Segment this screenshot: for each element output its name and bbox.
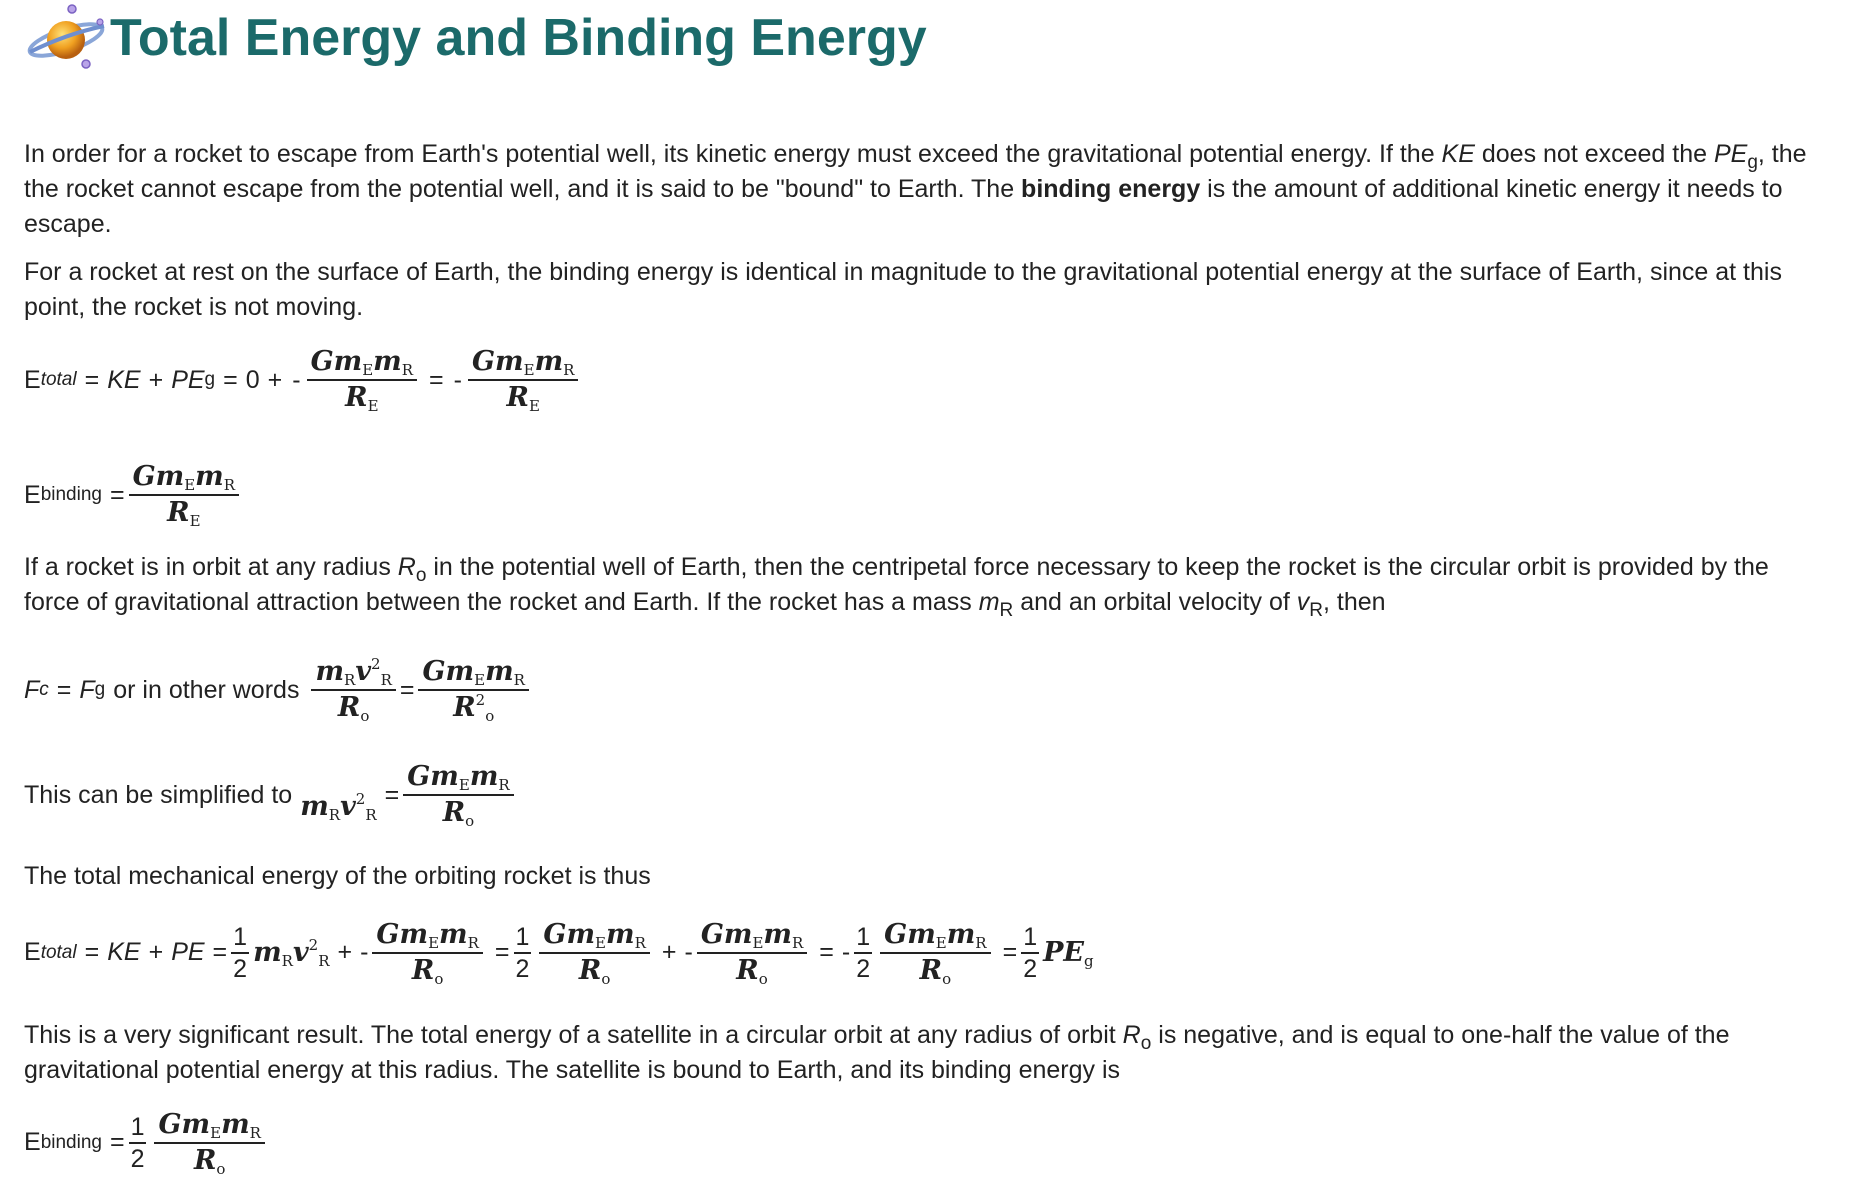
sub-o: o <box>360 707 370 725</box>
minus: - <box>453 365 462 394</box>
binding-energy-term: binding energy <box>1021 175 1201 203</box>
minus: - <box>360 938 369 966</box>
paragraph-rest: For a rocket at rest on the surface of Earth, the binding energy is identical in magnitude to the gravitational potential energy at the surface of Earth, since at this point, the rocket is not moving. <box>24 258 1782 321</box>
r: R <box>578 954 602 986</box>
sup-2: 2 <box>475 691 486 709</box>
equals: = <box>84 365 100 394</box>
num-one: 1 <box>514 922 532 954</box>
num-one: 1 <box>1021 922 1039 954</box>
or-in-other-words: or in other words <box>113 675 300 704</box>
e-symbol: E <box>24 480 41 509</box>
fraction-gm-over-ro <box>880 918 990 988</box>
plus: + <box>148 365 164 394</box>
peg-term <box>1043 935 1094 970</box>
sub-r: R <box>328 805 341 824</box>
den-two: 2 <box>856 954 871 983</box>
equation-total-energy-orbit: E total = KE + PE = $\frac{1}{2}$ mRv$^2$R + - $\frac{\text{GmEmR}}{Ro}$ = $\frac{1}{2}$ $\frac{\text{GmEmR}}{Ro}$ + - $\frac{\text{GmEmR}}{Ro}$ = - $\frac{1}{2}$ $\frac{\text{GmEmR}}{Ro}$ = $\frac{1}{2}$ PEg <box>24 918 1094 988</box>
sub-e: E <box>474 671 486 689</box>
m-subscript: R <box>999 600 1014 621</box>
text: is the amount of additional kinetic energy it needs to escape. <box>24 175 1783 238</box>
text: If a rocket is in orbit at any radius <box>24 553 398 581</box>
m: m <box>723 918 753 950</box>
sub-r: R <box>498 776 510 794</box>
v: v <box>292 937 309 968</box>
equation-total-energy-rest: E total = KE + PE g = 0 + - $\frac{\text{GmEmR}}{RE}$ = - $\frac{\text{GmEmR}}{RE}$ <box>24 335 582 425</box>
sub-r: R <box>318 952 330 970</box>
sub-e: E <box>189 512 201 530</box>
text: in the potential well of Earth, then the centripetal force necessary to keep the rocket is the circular orbit is provided by the force of gravitational attraction between the rocket and Earth. If the rocket has a mass <box>24 553 1769 616</box>
g-const: G <box>471 346 496 377</box>
r: R <box>167 497 190 528</box>
r: R <box>442 797 466 828</box>
sub-o: o <box>485 707 495 725</box>
m-symbol: m <box>978 588 1000 616</box>
text: This is a very significant result. The total energy of a satellite in a circular orbit at any radius of orbit <box>24 1021 1123 1049</box>
den-two: 2 <box>515 954 530 983</box>
m: m <box>606 918 635 950</box>
r: R <box>919 954 943 986</box>
fraction-one-half <box>514 922 532 984</box>
sub-r: R <box>975 933 987 952</box>
equals: = <box>84 938 100 966</box>
num-one: 1 <box>231 922 249 954</box>
text: In order for a rocket to escape from Earth's potential well, its kinetic energy must exceed the gravitational potential energy. If the <box>24 140 1442 168</box>
num-one: 1 <box>854 922 872 954</box>
equals: = <box>109 1128 125 1156</box>
fraction-gm-over-ro <box>403 760 513 830</box>
sub-e: E <box>184 476 196 494</box>
equals: = <box>109 480 125 509</box>
minus: - <box>841 938 851 966</box>
m: m <box>181 1108 211 1140</box>
sub-e: E <box>595 933 606 952</box>
sub-o: o <box>601 969 611 988</box>
sup-2: 2 <box>355 789 366 808</box>
sub-r: R <box>634 933 646 952</box>
sub-r: R <box>563 361 575 379</box>
m: m <box>469 761 499 792</box>
m: m <box>430 761 459 792</box>
equals: = <box>819 938 834 966</box>
sub-r: R <box>249 1123 261 1142</box>
mv2-term <box>300 789 376 824</box>
fraction-gm-over-re <box>468 345 578 415</box>
m: m <box>399 918 429 950</box>
m: m <box>534 346 564 377</box>
sub-r: R <box>365 805 377 824</box>
r: R <box>736 954 759 986</box>
sub-o: o <box>465 812 475 830</box>
equation-simplified <box>24 750 518 840</box>
m: m <box>566 918 596 950</box>
r: R <box>411 954 435 986</box>
m: m <box>315 656 345 687</box>
num-one: 1 <box>129 1112 147 1144</box>
fraction-gm-over-ro <box>697 918 807 988</box>
paragraph-escape <box>24 137 1829 242</box>
r-symbol: R <box>1122 1021 1141 1049</box>
text: does not exceed the <box>1474 140 1714 168</box>
sub-o: o <box>216 1159 226 1178</box>
m: m <box>485 656 514 687</box>
den-two: 2 <box>130 1144 145 1173</box>
fraction-one-half <box>129 1112 147 1174</box>
equals: = <box>384 780 400 809</box>
r: R <box>345 382 368 413</box>
text: is negative, and is equal to one-half the value of the gravitational potential energy at this radius. The satellite is bound to Earth, and its binding energy is <box>24 1021 1730 1084</box>
pe-subscript: g <box>1747 152 1758 173</box>
paragraph-significant-result <box>24 1018 1829 1088</box>
m: m <box>445 656 475 687</box>
m: m <box>763 918 792 950</box>
plus: + <box>337 938 353 966</box>
r-subscript: o <box>1140 1033 1152 1054</box>
pe-symbol: PE <box>171 938 205 966</box>
sub-e: E <box>523 361 535 379</box>
g-const: G <box>158 1108 182 1140</box>
g-const: G <box>422 656 446 687</box>
planet-logo-icon <box>24 2 108 70</box>
r: R <box>506 382 529 413</box>
minus: - <box>292 365 301 394</box>
r-subscript: o <box>415 565 427 586</box>
pe: PE <box>1043 937 1084 968</box>
sub-o: o <box>758 969 768 988</box>
equation-centripetal: F c = F g or in other words $\frac{mRv^2R}{Ro}$ = $\frac{\text{GmEmR}}{R^2o}$ <box>24 645 533 735</box>
equals: = <box>494 938 510 966</box>
e-symbol: E <box>24 1128 41 1156</box>
text: and an orbital velocity of <box>1013 588 1297 616</box>
v: v <box>355 656 372 687</box>
sup-2: 2 <box>308 936 319 954</box>
fraction-one-half <box>231 922 249 984</box>
sub-e: E <box>428 933 440 952</box>
sub-r: R <box>281 952 293 970</box>
sub-e: E <box>935 933 947 952</box>
r: R <box>193 1144 217 1176</box>
paragraph-total-mechanical: The total mechanical energy of the orbiting rocket is thus <box>24 862 651 890</box>
equals: = <box>399 675 415 704</box>
m: m <box>439 918 468 950</box>
fraction-one-half <box>854 922 872 984</box>
text: , then <box>1322 588 1386 616</box>
page-title: Total Energy and Binding Energy <box>110 9 927 67</box>
fraction-mv2-over-ro <box>311 655 395 725</box>
sub-r: R <box>344 671 356 689</box>
r-symbol: R <box>397 553 416 581</box>
m: m <box>253 937 282 968</box>
sub-g: g <box>1084 952 1094 970</box>
sub-o: o <box>942 969 952 988</box>
sub-e: E <box>362 361 374 379</box>
sub-r: R <box>791 933 804 952</box>
r: R <box>453 692 476 723</box>
fraction-one-half <box>1021 922 1039 984</box>
sub-e: E <box>458 776 470 794</box>
equation-binding-energy-orbit: E binding = $\frac{1}{2}$ $\frac{\text{GmEmR}}{Ro}$ <box>24 1105 269 1180</box>
m: m <box>333 346 363 377</box>
g-const: G <box>310 346 334 377</box>
equals: = <box>56 675 72 704</box>
pe-symbol: PE <box>1713 140 1748 168</box>
sub-e: E <box>367 397 379 415</box>
sub-r: R <box>223 476 236 494</box>
pe-symbol: PE <box>171 365 205 394</box>
g-const: G <box>543 918 567 950</box>
equals: = <box>212 938 228 966</box>
sup-2: 2 <box>371 655 381 673</box>
v-subscript: R <box>1309 600 1323 621</box>
fraction-gm-over-ro <box>539 918 649 988</box>
ke-symbol: KE <box>107 938 141 966</box>
plus: + <box>148 938 164 966</box>
fraction-gm-over-re <box>129 460 239 530</box>
text: , the the rocket cannot escape from the potential well, and it is said to be "bound" to Earth. The <box>24 140 1807 203</box>
equation-binding-energy-rest: E binding = $\frac{\text{GmEmR}}{RE}$ <box>24 450 243 540</box>
r: R <box>337 692 361 723</box>
fraction-gm-over-ro <box>372 918 482 988</box>
ke-symbol: KE <box>107 365 141 394</box>
g-const: G <box>407 761 431 792</box>
e-symbol: E <box>24 365 41 394</box>
m: m <box>155 461 185 492</box>
m: m <box>221 1108 250 1140</box>
sub-e: E <box>752 933 764 952</box>
den-two: 2 <box>233 954 248 983</box>
mv2-term <box>253 935 329 970</box>
sub-r: R <box>513 671 525 689</box>
v-symbol: v <box>1296 588 1310 616</box>
sub-e: E <box>210 1123 222 1142</box>
f-symbol: F <box>24 675 40 704</box>
g-const: G <box>700 918 724 950</box>
sub-o: o <box>434 969 444 988</box>
m: m <box>373 346 402 377</box>
sub-r: R <box>401 361 414 379</box>
ke-symbol: KE <box>1441 140 1475 168</box>
m: m <box>946 918 976 950</box>
plus: + <box>267 365 283 394</box>
fraction-gm-over-re <box>307 345 417 415</box>
m: m <box>300 790 329 822</box>
equals: = <box>1002 938 1018 966</box>
v: v <box>340 790 356 822</box>
equals: = <box>429 365 444 394</box>
g-const: G <box>884 918 908 950</box>
e-symbol: E <box>24 938 41 966</box>
g-const: G <box>376 918 400 950</box>
m: m <box>495 346 524 377</box>
plus: + <box>661 938 677 966</box>
g-const: G <box>132 461 156 492</box>
zero: 0 <box>245 365 260 394</box>
equals: = <box>223 365 238 394</box>
den-two: 2 <box>1023 954 1038 983</box>
m: m <box>907 918 936 950</box>
sub-e: E <box>528 397 540 415</box>
minus: - <box>684 938 693 966</box>
sub-r: R <box>380 671 392 689</box>
simplified-label: This can be simplified to <box>24 780 293 809</box>
fraction-gm-over-ro2 <box>418 655 528 725</box>
m: m <box>195 461 224 492</box>
f-symbol: F <box>79 675 95 704</box>
fraction-gm-over-ro <box>154 1108 264 1178</box>
sub-r: R <box>467 933 479 952</box>
paragraph-orbit <box>24 550 1829 620</box>
